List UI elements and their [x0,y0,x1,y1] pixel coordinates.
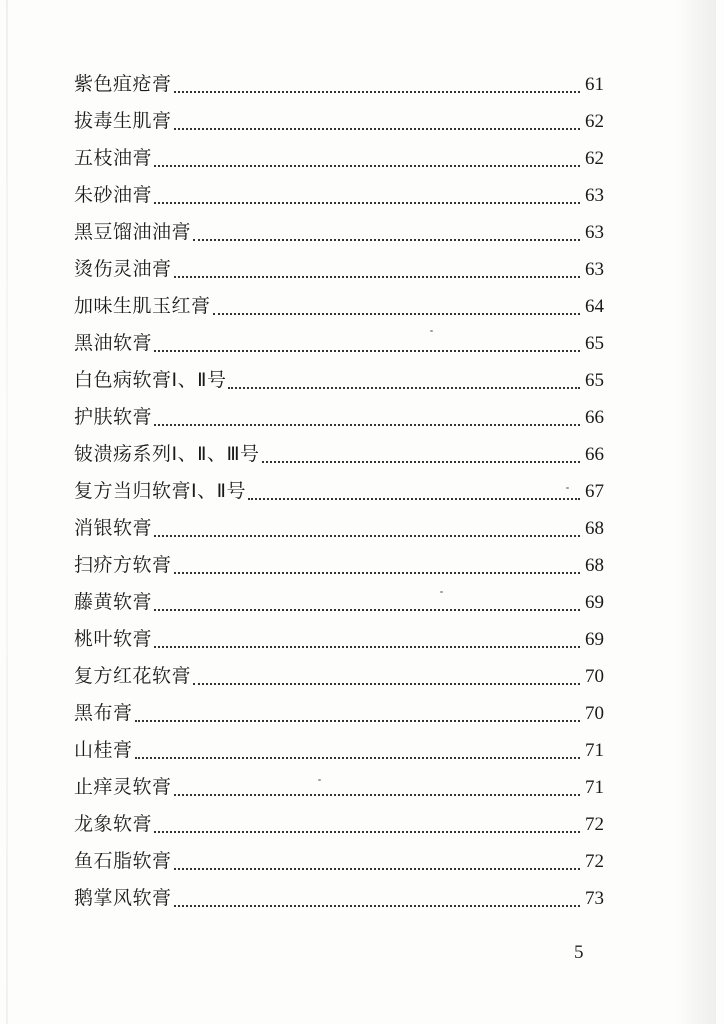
toc-dot-leader [248,498,580,500]
toc-dot-leader [154,202,580,204]
toc-entry-title: 藤黄软膏 [74,591,153,613]
scan-edge-left [6,0,8,1024]
toc-entry-title: 桃叶软膏 [74,628,153,650]
toc-entry [74,362,604,399]
toc-entry-title: 黑豆馏油油膏 [74,221,192,243]
toc-entry-page: 72 [585,814,604,835]
toc-entry-page: 66 [585,444,604,465]
toc-dot-leader [174,794,580,796]
toc-dot-leader [174,128,580,130]
toc-entry-title: 护肤软膏 [74,406,153,428]
toc-entry [74,177,604,214]
scan-speck [430,330,433,332]
toc-dot-leader [154,350,580,352]
toc-dot-leader [135,720,580,722]
toc-entry [74,880,604,917]
toc-entry [74,658,604,695]
toc-entry-page: 70 [585,666,604,687]
toc-entry-title: 白色病软膏Ⅰ、Ⅱ号 [74,369,227,391]
toc-entry-page: 62 [585,111,604,132]
toc-entry [74,140,604,177]
toc-entry-title: 五枝油膏 [74,147,153,169]
toc-dot-leader [154,831,580,833]
scan-speck [566,487,569,489]
toc-entry-page: 65 [585,370,604,391]
toc-entry [74,103,604,140]
toc-dot-leader [174,572,580,574]
toc-dot-leader [213,313,580,315]
toc-entry-title: 黑布膏 [74,702,133,724]
toc-entry-title: 黑油软膏 [74,332,153,354]
toc-entry-title: 烫伤灵油膏 [74,258,172,280]
page-number: 5 [574,942,584,963]
toc-entry-page: 66 [585,407,604,428]
toc-entry [74,695,604,732]
toc-entry-title: 拔毒生肌膏 [74,110,172,132]
toc-dot-leader [262,461,580,463]
toc-dot-leader [228,387,580,389]
toc-entry [74,288,604,325]
toc-entry-title: 止痒灵软膏 [74,776,172,798]
toc-dot-leader [193,683,580,685]
toc-dot-leader [174,276,580,278]
toc-entry-page: 71 [585,740,604,761]
toc-entry [74,251,604,288]
toc-entry-title: 鱼石脂软膏 [74,850,172,872]
toc-dot-leader [174,91,580,93]
toc-entry-page: 63 [585,259,604,280]
toc-entry [74,621,604,658]
toc-dot-leader [174,905,580,907]
toc-entry-page: 70 [585,703,604,724]
toc-entry [74,843,604,880]
toc-entry-page: 65 [585,333,604,354]
toc-entry-title: 朱砂油膏 [74,184,153,206]
toc-dot-leader [154,165,580,167]
table-of-contents [74,66,604,917]
toc-entry [74,510,604,547]
toc-dot-leader [154,535,580,537]
toc-entry [74,214,604,251]
toc-entry-page: 69 [585,629,604,650]
toc-entry-title: 紫色疽疮膏 [74,73,172,95]
toc-entry-page: 73 [585,888,604,909]
toc-entry-title: 加味生肌玉红膏 [74,295,211,317]
toc-entry [74,547,604,584]
scan-edge-right [676,0,716,1024]
scan-speck [318,779,321,781]
toc-entry [74,436,604,473]
toc-dot-leader [154,646,580,648]
toc-entry [74,732,604,769]
scan-speck [440,591,443,593]
toc-entry [74,584,604,621]
toc-entry-title: 铍溃疡系列Ⅰ、Ⅱ、Ⅲ号 [74,443,260,465]
toc-dot-leader [154,424,580,426]
toc-entry-title: 复方当归软膏Ⅰ、Ⅱ号 [74,480,246,502]
toc-entry-title: 鹅掌风软膏 [74,887,172,909]
toc-entry-title: 复方红花软膏 [74,665,192,687]
toc-entry-page: 63 [585,185,604,206]
toc-entry-page: 64 [585,296,604,317]
toc-entry [74,769,604,806]
toc-entry-title: 消银软膏 [74,517,153,539]
toc-entry-page: 68 [585,518,604,539]
toc-entry-page: 71 [585,777,604,798]
toc-entry-title: 龙象软膏 [74,813,153,835]
toc-entry-title: 扫疥方软膏 [74,554,172,576]
toc-entry-page: 69 [585,592,604,613]
toc-entry-title: 山桂膏 [74,739,133,761]
toc-dot-leader [135,757,580,759]
toc-dot-leader [154,609,580,611]
toc-entry-page: 61 [585,74,604,95]
toc-entry [74,806,604,843]
toc-entry [74,325,604,362]
toc-entry [74,66,604,103]
toc-entry-page: 63 [585,222,604,243]
toc-entry [74,473,604,510]
toc-dot-leader [174,868,580,870]
toc-entry-page: 67 [585,481,604,502]
toc-entry [74,399,604,436]
toc-entry-page: 72 [585,851,604,872]
toc-dot-leader [193,239,580,241]
toc-entry-page: 62 [585,148,604,169]
toc-entry-page: 68 [585,555,604,576]
